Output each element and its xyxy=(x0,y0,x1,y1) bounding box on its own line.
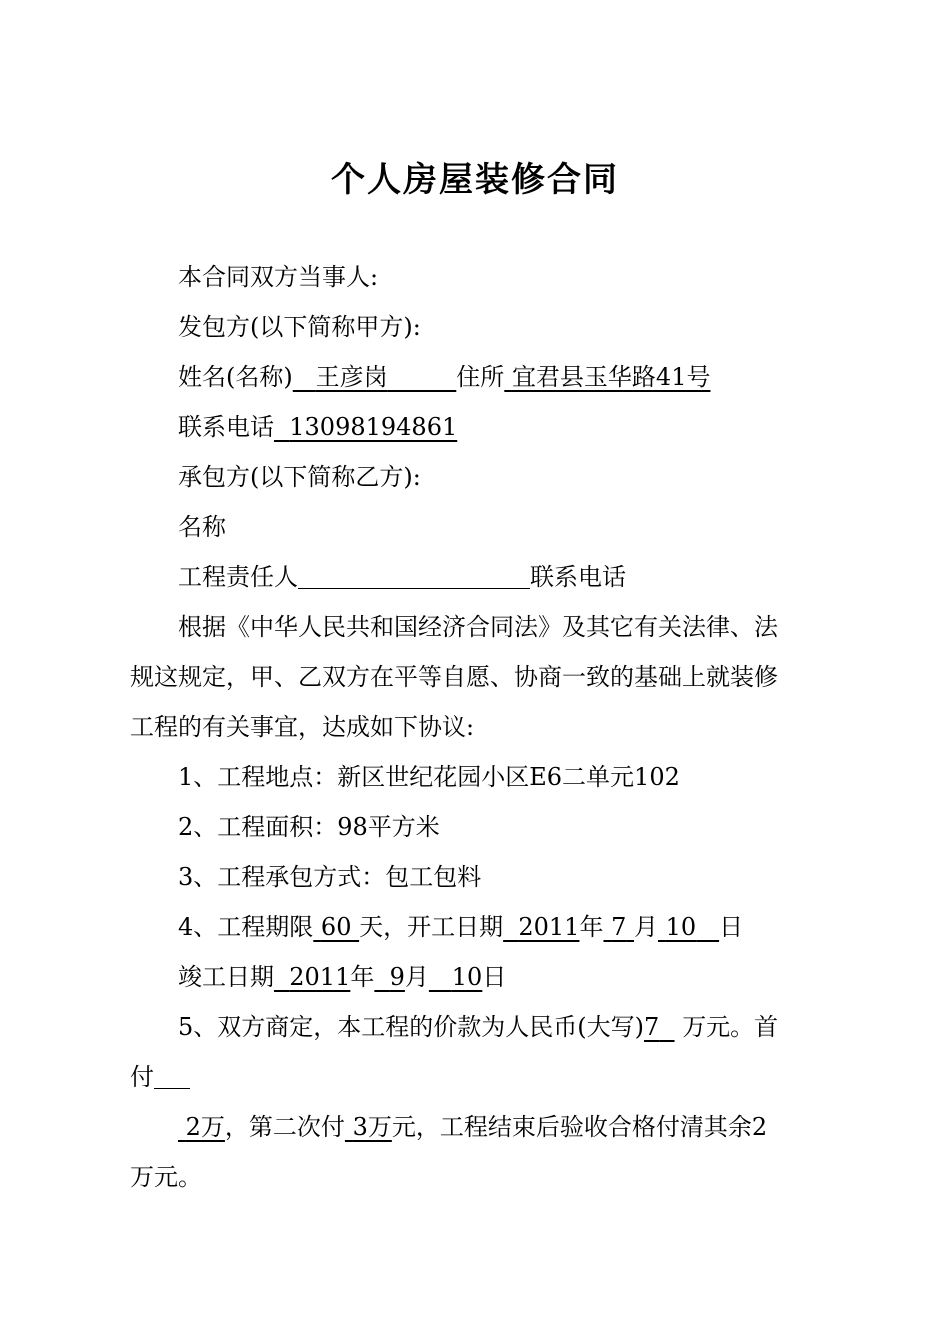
clause-4-end-month-unit: 月 xyxy=(404,963,429,991)
clause-5-rest-text: 元，工程结束后验收合格付清其余2 xyxy=(391,1113,768,1141)
clause-4-start-day: 10 xyxy=(665,913,697,941)
clause-5-first-blank xyxy=(154,1064,190,1089)
preamble-line-3: 工程的有关事宜，达成如下协议: xyxy=(130,713,475,741)
clause-2: 2、工程面积：98平方米 xyxy=(178,813,440,841)
clause-1: 1、工程地点：新区世纪花园小区E6二单元102 xyxy=(178,763,680,791)
clause-4-prefix: 4、工程期限 xyxy=(178,913,314,941)
clause-5-second-amount: 3万 xyxy=(352,1113,392,1141)
clause-4-month-unit: 月 xyxy=(634,913,659,941)
party-b-manager-label: 工程责任人 xyxy=(178,563,298,591)
clause-5-first-label: 付 xyxy=(130,1063,154,1091)
page-title: 个人房屋装修合同 xyxy=(331,160,619,200)
clause-5-payments-row xyxy=(178,1111,838,1143)
party-a-name-row xyxy=(178,361,838,393)
clause-5-amount-unit: 万元。首 xyxy=(682,1013,779,1041)
preamble-line-1: 根据《中华人民共和国经济合同法》及其它有关法律、法 xyxy=(178,613,778,641)
party-a-name-value: 王彦岗 xyxy=(315,363,388,391)
party-b-phone-label: 联系电话 xyxy=(530,563,626,591)
party-a-name-label: 姓名(名称) xyxy=(178,363,293,391)
clause-5-row xyxy=(178,1011,838,1043)
party-a-heading: 发包方(以下简称甲方): xyxy=(178,313,421,341)
clause-5-amount: 7 xyxy=(644,1013,660,1041)
clause-5-second-label: ，第二次付 xyxy=(224,1113,345,1141)
parties-intro: 本合同双方当事人: xyxy=(178,263,379,291)
party-a-phone-label: 联系电话 xyxy=(178,413,274,441)
clause-4-end-day-unit: 日 xyxy=(482,963,507,991)
clause-4-days-unit: 天，开工日期 xyxy=(359,913,504,941)
party-b-manager-blank xyxy=(298,564,530,589)
party-a-phone-value: 13098194861 xyxy=(289,413,458,441)
party-b-name-label: 名称 xyxy=(178,513,226,541)
clause-4-days: 60 xyxy=(320,913,352,941)
party-a-address-label: 住所 xyxy=(456,363,505,391)
clause-4-row xyxy=(178,911,838,943)
clause-5-prefix: 5、双方商定，本工程的价款为人民币(大写) xyxy=(178,1013,644,1041)
clause-4-end-month: 9 xyxy=(389,963,405,991)
clause-4-end-day: 10 xyxy=(451,963,483,991)
clause-4-start-month: 7 xyxy=(611,913,627,941)
clause-4-year-unit: 年 xyxy=(579,913,604,941)
clause-4-start-year: 2011 xyxy=(518,913,580,941)
clause-4-end-year-unit: 年 xyxy=(350,963,375,991)
clause-5-tail: 万元。 xyxy=(130,1163,202,1191)
party-b-heading: 承包方(以下简称乙方): xyxy=(178,463,421,491)
clause-4-end-label: 竣工日期 xyxy=(178,963,274,991)
clause-4-end-row xyxy=(178,961,838,993)
party-a-address-value: 宜君县玉华路41号 xyxy=(511,363,711,391)
party-b-manager-row xyxy=(178,561,838,593)
clause-3: 3、工程承包方式：包工包料 xyxy=(178,863,482,891)
preamble-line-2: 规这规定，甲、乙双方在平等自愿、协商一致的基础上就装修 xyxy=(130,663,778,691)
clause-4-day-unit: 日 xyxy=(719,913,744,941)
clause-5-first-amount: 2万 xyxy=(185,1113,225,1141)
clause-5-first-row xyxy=(130,1061,840,1093)
party-a-phone-row xyxy=(178,411,838,443)
clause-4-end-year: 2011 xyxy=(289,963,351,991)
